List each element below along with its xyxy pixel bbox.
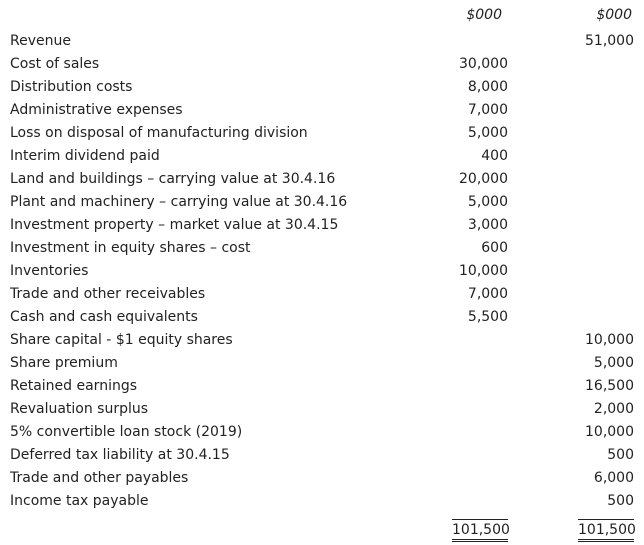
table-row bbox=[0, 238, 644, 261]
row-debit-value: 5,000 bbox=[467, 125, 508, 141]
debit-column-header: $000 bbox=[466, 7, 502, 23]
table-row bbox=[0, 422, 644, 445]
row-credit-value: 500 bbox=[607, 447, 634, 463]
row-label: Investment property – market value at 30.4.15 bbox=[10, 217, 339, 233]
table-row bbox=[0, 491, 644, 514]
row-label: Revenue bbox=[10, 33, 71, 49]
row-credit-value: 500 bbox=[607, 493, 634, 509]
row-credit-value: 10,000 bbox=[585, 424, 634, 440]
row-label: Income tax payable bbox=[10, 493, 149, 509]
row-debit-value: 400 bbox=[481, 148, 508, 164]
row-label: Revaluation surplus bbox=[10, 401, 149, 417]
table-row bbox=[0, 146, 644, 169]
table-row bbox=[0, 284, 644, 307]
row-credit-value: 16,500 bbox=[585, 378, 634, 394]
row-debit-value: 20,000 bbox=[459, 171, 508, 187]
table-row bbox=[0, 54, 644, 77]
row-credit-value: 10,000 bbox=[585, 332, 634, 348]
total-credit: 101,500 bbox=[578, 519, 634, 542]
row-label: Deferred tax liability at 30.4.15 bbox=[10, 447, 230, 463]
table-row bbox=[0, 169, 644, 192]
row-label: Share premium bbox=[10, 355, 118, 371]
row-label: Share capital - $1 equity shares bbox=[10, 332, 233, 348]
table-row bbox=[0, 100, 644, 123]
row-label: Trade and other payables bbox=[10, 470, 189, 486]
table-row bbox=[0, 353, 644, 376]
row-label: Interim dividend paid bbox=[10, 148, 160, 164]
row-label: Inventories bbox=[10, 263, 89, 279]
row-label: Plant and machinery – carrying value at 30.4.16 bbox=[10, 194, 348, 210]
table-row bbox=[0, 330, 644, 353]
row-debit-value: 7,000 bbox=[467, 102, 508, 118]
row-label: Loss on disposal of manufacturing division bbox=[10, 125, 308, 141]
row-label: Trade and other receivables bbox=[10, 286, 206, 302]
table-row bbox=[0, 77, 644, 100]
row-label: Retained earnings bbox=[10, 378, 138, 394]
row-label: Land and buildings – carrying value at 30.4.16 bbox=[10, 171, 336, 187]
row-debit-value: 5,500 bbox=[467, 309, 508, 325]
table-row bbox=[0, 376, 644, 399]
table-row bbox=[0, 261, 644, 284]
row-credit-value: 51,000 bbox=[585, 33, 634, 49]
table-row bbox=[0, 445, 644, 468]
row-credit-value: 6,000 bbox=[593, 470, 634, 486]
table-row bbox=[0, 307, 644, 330]
row-label: Cash and cash equivalents bbox=[10, 309, 198, 325]
row-debit-value: 600 bbox=[481, 240, 508, 256]
row-debit-value: 7,000 bbox=[467, 286, 508, 302]
row-label: Administrative expenses bbox=[10, 102, 183, 118]
row-label: Distribution costs bbox=[10, 79, 133, 95]
table-row bbox=[0, 468, 644, 491]
table-row bbox=[0, 215, 644, 238]
table-row bbox=[0, 31, 644, 54]
row-debit-value: 5,000 bbox=[467, 194, 508, 210]
total-debit: 101,500 bbox=[452, 519, 508, 542]
table-row bbox=[0, 123, 644, 146]
row-credit-value: 2,000 bbox=[593, 401, 634, 417]
row-label: Investment in equity shares – cost bbox=[10, 240, 251, 256]
row-debit-value: 3,000 bbox=[467, 217, 508, 233]
table-row bbox=[0, 399, 644, 422]
credit-column-header: $000 bbox=[596, 7, 632, 23]
totals-row bbox=[0, 519, 644, 543]
row-debit-value: 30,000 bbox=[459, 56, 508, 72]
row-credit-value: 5,000 bbox=[593, 355, 634, 371]
row-debit-value: 8,000 bbox=[467, 79, 508, 95]
table-row bbox=[0, 192, 644, 215]
row-debit-value: 10,000 bbox=[459, 263, 508, 279]
row-label: Cost of sales bbox=[10, 56, 100, 72]
row-label: 5% convertible loan stock (2019) bbox=[10, 424, 243, 440]
